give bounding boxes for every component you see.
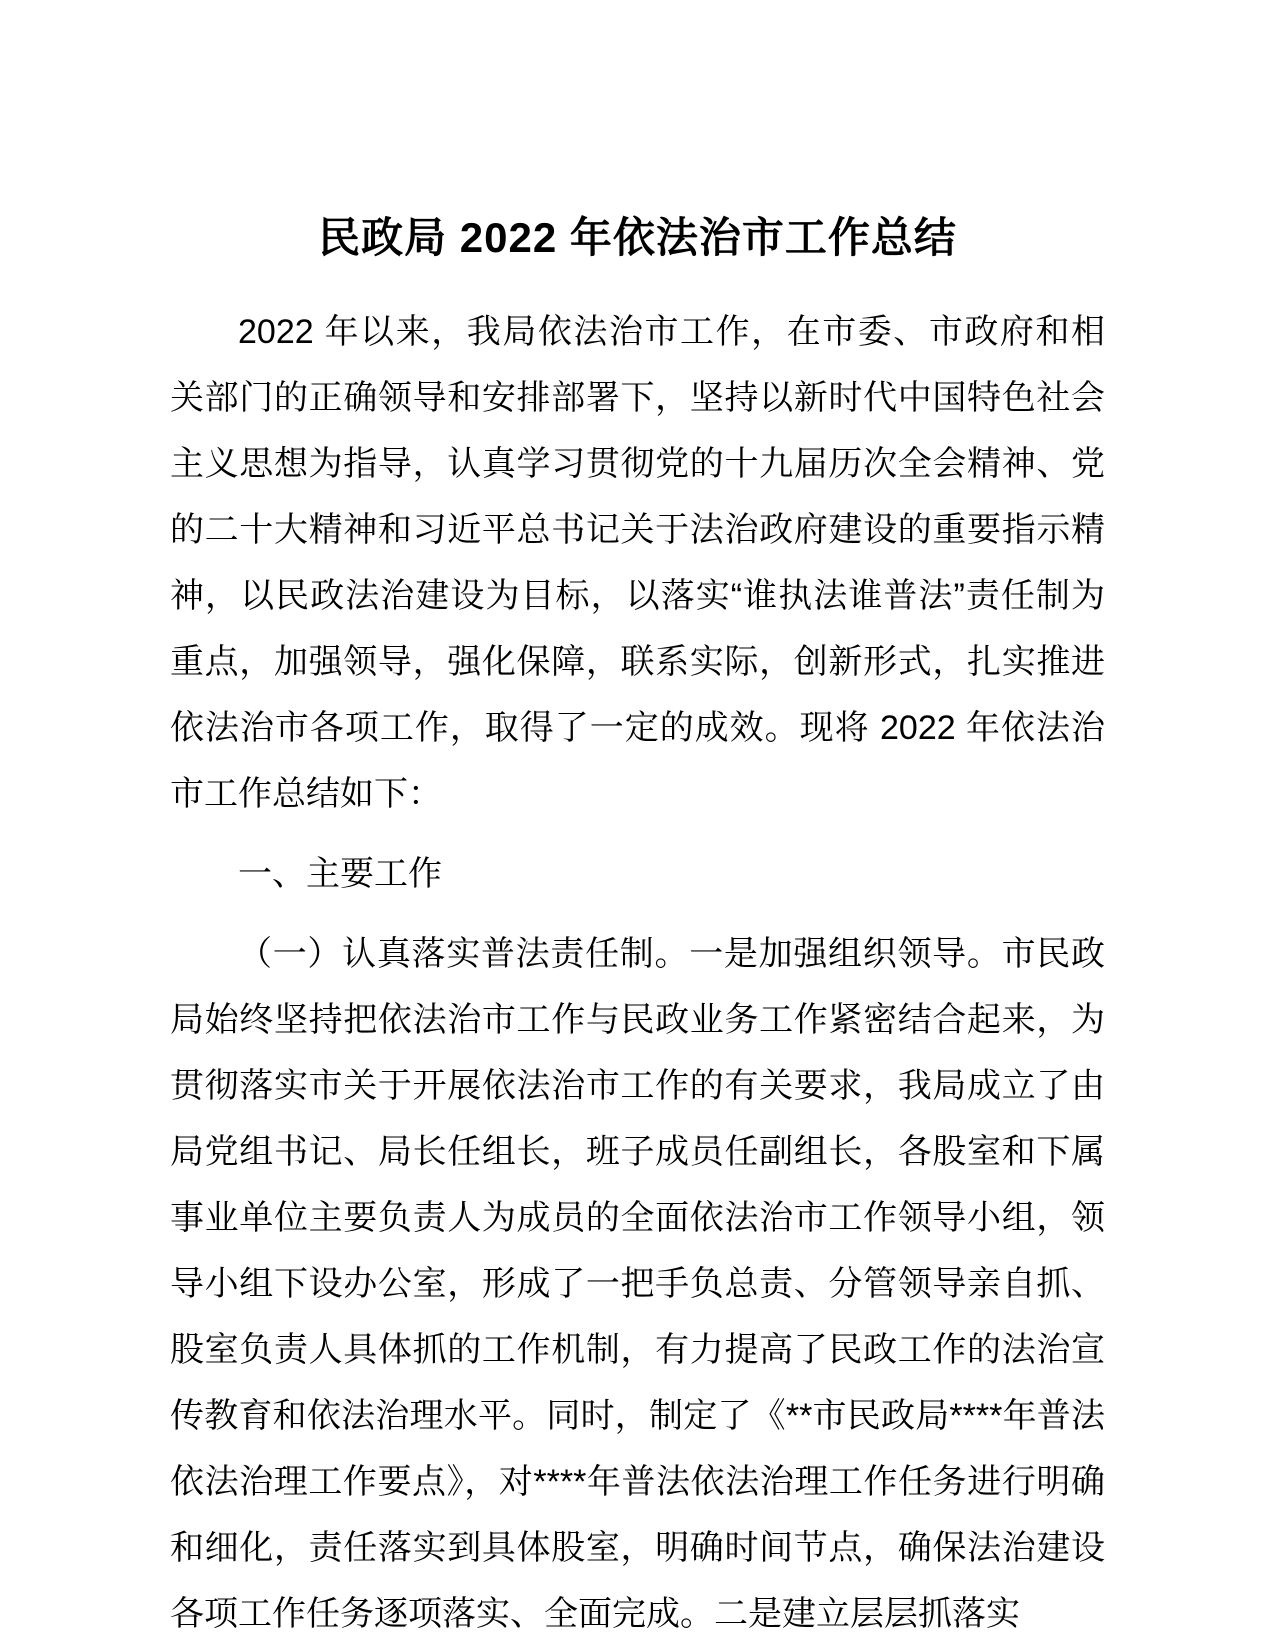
paragraph-section-one: （一）认真落实普法责任制。一是加强组织领导。市民政局始终坚持把依法治市工作与民政业务工作紧密结合起来，为贯彻落实市关于开展依法治市工作的有关要求，我局成立了由局党组书记、局长任组长，班子成员任副组长，各股室和下属事业单位主要负责人为成员的全面依法治市工作领导小组，领导小组下设办公室，形成了一把手负总责、分管领导亲自抓、股室负责人具体抓的工作机制，有力提高了民政工作的法治宣传教育和依法治理水平。同时，制定了《**市民政局****年普法依法治理工作要点》，对****年普法依法治理工作任务进行明确和细化，责任落实到具体股室，明确时间节点，确保法治建设各项工作任务逐项落实、全面完成。二是建立层层抓落实 bbox=[170, 935, 1105, 1633]
paragraph-intro: 2022 年以来，我局依法治市工作，在市委、市政府和相关部门的正确领导和安排部署下，坚持以新时代中国特色社会主义思想为指导，认真学习贯彻党的十九届历次全会精神、党的二十大精神和习近平总书记关于法治政府建设的重要指示精神，以民政法治建设为目标，以落实“谁执法谁普法”责任制为重点，加强领导，强化保障，联系实际，创新形式，扎实推进依法治市各项工作，取得了一定的成效。现将 2022 年依法治市工作总结如下： bbox=[170, 313, 1105, 813]
section-heading-main-work: 一、主要工作 bbox=[238, 855, 442, 893]
document-title: 民政局 2022 年依法治市工作总结 bbox=[318, 214, 957, 261]
